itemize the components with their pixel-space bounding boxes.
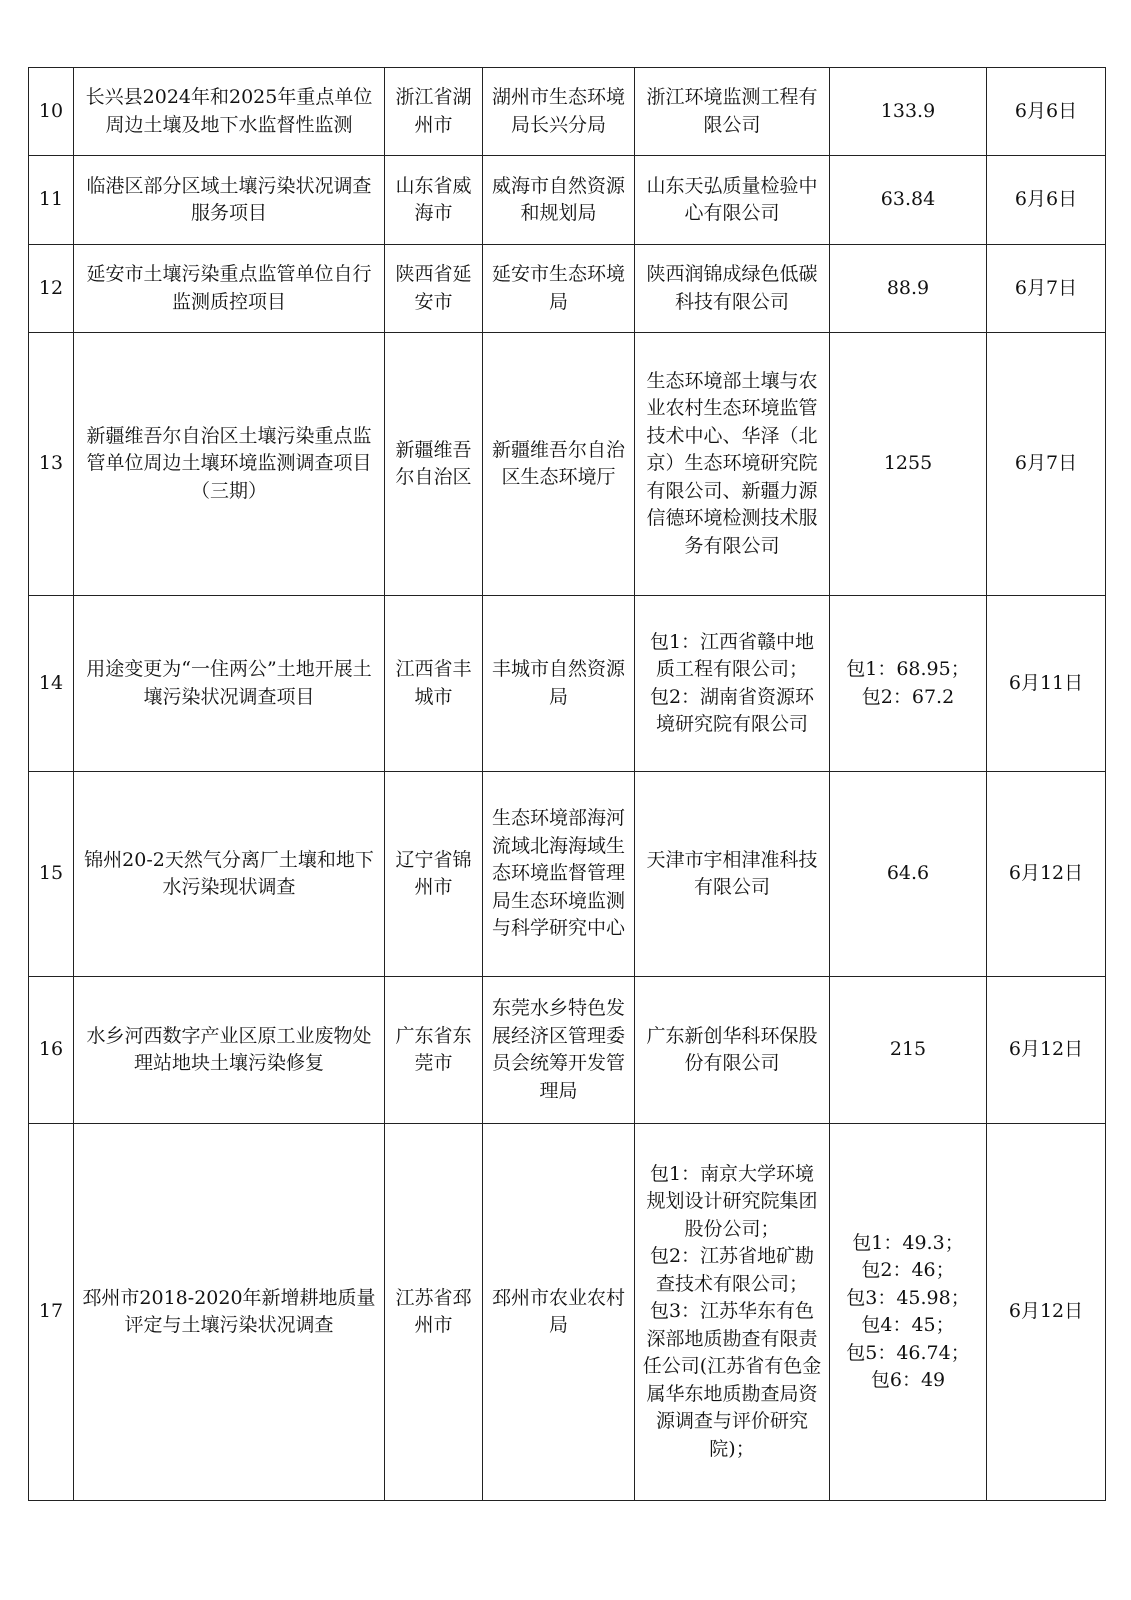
- winning-bidder: 浙江环境监测工程有限公司: [635, 68, 830, 156]
- table-row: [29, 333, 1106, 596]
- region: 广东省东莞市: [385, 977, 483, 1124]
- row-number: 12: [29, 245, 74, 333]
- winning-bidder: 生态环境部土壤与农业农村生态环境监管技术中心、华泽（北京）生态环境研究院有限公司、新疆力源信德环境检测技术服务有限公司: [635, 333, 830, 596]
- date: 6月6日: [987, 156, 1106, 245]
- amount: [830, 596, 987, 772]
- buyer: 延安市生态环境局: [483, 245, 635, 333]
- amount: 133.9: [830, 68, 987, 156]
- region: 新疆维吾尔自治区: [385, 333, 483, 596]
- date: 6月11日: [987, 596, 1106, 772]
- amount: 63.84: [830, 156, 987, 245]
- project-name: 临港区部分区域土壤污染状况调查服务项目: [74, 156, 385, 245]
- bidder-line: 包2：江苏省地矿勘查技术有限公司；: [649, 1245, 815, 1295]
- amount-line: 包6：49: [870, 1369, 946, 1391]
- buyer: 湖州市生态环境局长兴分局: [483, 68, 635, 156]
- amount-line: 包5：46.74；: [846, 1341, 970, 1364]
- region: 浙江省湖州市: [385, 68, 483, 156]
- buyer: 东莞水乡特色发展经济区管理委员会统筹开发管理局: [483, 977, 635, 1124]
- row-number: 15: [29, 772, 74, 977]
- date: 6月12日: [987, 1124, 1106, 1501]
- winning-bidder: [635, 1124, 830, 1501]
- buyer: 生态环境部海河流域北海海域生态环境监督管理局生态环境监测与科学研究中心: [483, 772, 635, 977]
- amount-line: 包3：45.98；: [846, 1286, 970, 1309]
- table-row: [29, 156, 1106, 245]
- amount-line: 包2：67.2: [861, 685, 955, 708]
- row-number: 11: [29, 156, 74, 245]
- amount-line: 包1：49.3；: [852, 1231, 964, 1254]
- buyer: 威海市自然资源和规划局: [483, 156, 635, 245]
- region: 江苏省邳州市: [385, 1124, 483, 1501]
- region: 江西省丰城市: [385, 596, 483, 772]
- bidder-line: 包1：江西省赣中地质工程有限公司；: [649, 630, 815, 680]
- table-row: [29, 977, 1106, 1124]
- region: 辽宁省锦州市: [385, 772, 483, 977]
- buyer: 邳州市农业农村局: [483, 1124, 635, 1501]
- date: 6月12日: [987, 977, 1106, 1124]
- date: 6月6日: [987, 68, 1106, 156]
- region: 陕西省延安市: [385, 245, 483, 333]
- project-name: 水乡河西数字产业区原工业废物处理站地块土壤污染修复: [74, 977, 385, 1124]
- project-name: 锦州20-2天然气分离厂土壤和地下水污染现状调查: [74, 772, 385, 977]
- amount-line: 包2：46；: [861, 1259, 955, 1281]
- winning-bidder: 广东新创华科环保股份有限公司: [635, 977, 830, 1124]
- project-name: 邳州市2018-2020年新增耕地质量评定与土壤污染状况调查: [74, 1124, 385, 1501]
- date: 6月12日: [987, 772, 1106, 977]
- amount: [830, 1124, 987, 1501]
- row-number: 14: [29, 596, 74, 772]
- date: 6月7日: [987, 245, 1106, 333]
- bidder-line: 包2：湖南省资源环境研究院有限公司: [649, 685, 815, 735]
- table-row: [29, 772, 1106, 977]
- date: 6月7日: [987, 333, 1106, 596]
- table-row: [29, 68, 1106, 156]
- region: 山东省威海市: [385, 156, 483, 245]
- row-number: 17: [29, 1124, 74, 1501]
- bidder-line: 包1：南京大学环境规划设计研究院集团股份公司；: [646, 1162, 818, 1240]
- project-name: 用途变更为“一住两公”土地开展土壤污染状况调查项目: [74, 596, 385, 772]
- amount-line: 包1：68.95；: [846, 658, 970, 680]
- amount: 64.6: [830, 772, 987, 977]
- project-name: 新疆维吾尔自治区土壤污染重点监管单位周边土壤环境监测调查项目（三期）: [74, 333, 385, 596]
- winning-bidder: [635, 596, 830, 772]
- winning-bidder: 山东天弘质量检验中心有限公司: [635, 156, 830, 245]
- project-name: 延安市土壤污染重点监管单位自行监测质控项目: [74, 245, 385, 333]
- row-number: 16: [29, 977, 74, 1124]
- amount-line: 包4：45；: [861, 1314, 955, 1336]
- table-row: [29, 596, 1106, 772]
- buyer: 新疆维吾尔自治区生态环境厅: [483, 333, 635, 596]
- project-name: 长兴县2024年和2025年重点单位周边土壤及地下水监督性监测: [74, 68, 385, 156]
- row-number: 10: [29, 68, 74, 156]
- amount: 88.9: [830, 245, 987, 333]
- table-row: [29, 1124, 1106, 1501]
- bidder-line: 包3：江苏华东有色深部地质勘查有限责任公司(江苏省有色金属华东地质勘查局资源调查与评价研究院)；: [642, 1300, 822, 1460]
- procurement-table: [28, 67, 1106, 1501]
- winning-bidder: 天津市宇相津准科技有限公司: [635, 772, 830, 977]
- buyer: 丰城市自然资源局: [483, 596, 635, 772]
- row-number: 13: [29, 333, 74, 596]
- table-row: [29, 245, 1106, 333]
- winning-bidder: 陕西润锦成绿色低碳科技有限公司: [635, 245, 830, 333]
- amount: 1255: [830, 333, 987, 596]
- amount: 215: [830, 977, 987, 1124]
